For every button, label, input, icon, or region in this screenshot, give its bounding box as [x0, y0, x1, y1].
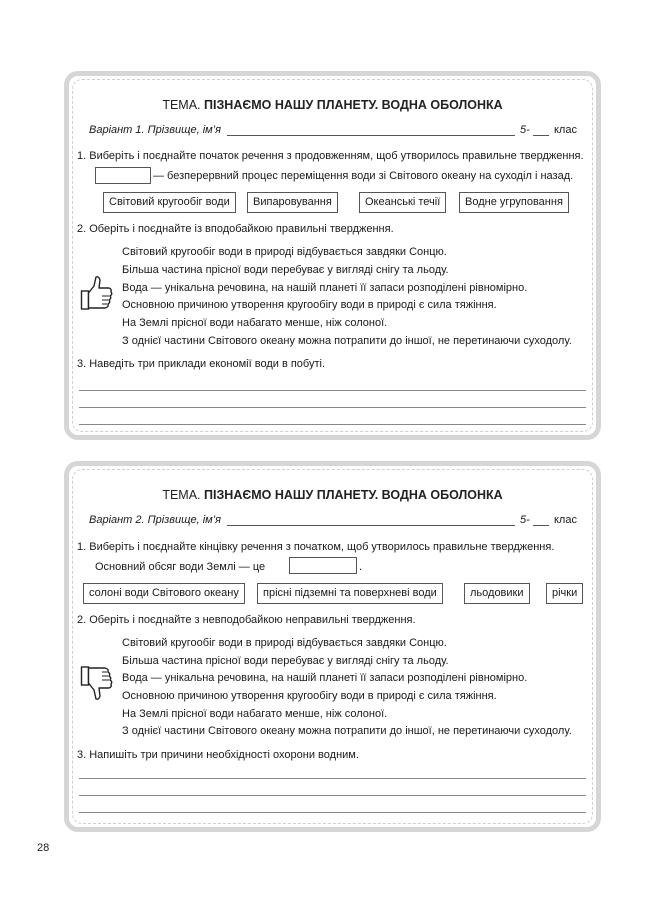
page-number: 28: [37, 842, 50, 854]
statement: На Землі прісної води набагато менше, ніж солоної.: [122, 708, 388, 720]
statement: Більша частина прісної води перебуває у вигляді снігу та льоду.: [122, 655, 449, 667]
writing-line[interactable]: [79, 424, 586, 425]
grade-suffix: клас: [554, 124, 577, 136]
grade-prefix: 5-: [520, 124, 530, 136]
option-chip[interactable]: Світовий кругообіг води: [103, 192, 236, 213]
task3-text: 3. Наведіть три приклади економії води в побуті.: [77, 358, 326, 370]
option-chip[interactable]: Випаровування: [247, 192, 338, 213]
title-prefix: ТЕМА.: [162, 98, 201, 112]
variant1-title: [69, 98, 596, 112]
task1-text: 1. Виберіть і поєднайте початок речення з продовженням, щоб утворилось правильне твердження.: [77, 150, 584, 162]
variant2-label: Варіант 2. Прізвище, ім’я: [89, 514, 222, 526]
option-chip[interactable]: льодовики: [464, 583, 530, 604]
writing-line[interactable]: [79, 812, 586, 813]
grade-prefix: 5-: [520, 514, 530, 526]
option-chip[interactable]: солоні води Світового океану: [83, 583, 245, 604]
option-chip[interactable]: прісні підземні та поверхневі води: [257, 583, 443, 604]
thumbs-down-icon: [80, 664, 114, 702]
option-chip[interactable]: Океанські течії: [359, 192, 446, 213]
statement: Основною причиною утворення кругообігу води в природі є сила тяжіння.: [122, 299, 497, 311]
grade-field[interactable]: [533, 514, 549, 526]
thumbs-up-icon: [80, 274, 114, 312]
statement: Більша частина прісної води перебуває у вигляді снігу та льоду.: [122, 264, 449, 276]
task1-sentence-end: .: [359, 561, 363, 573]
task1-sentence-start: Основний обсяг води Землі — це: [95, 561, 266, 573]
task2-text: 2. Оберіть і поєднайте із вподобайкою правильні твердження.: [77, 223, 394, 235]
writing-line[interactable]: [79, 778, 586, 779]
grade-field[interactable]: [533, 124, 549, 136]
statement: Світовий кругообіг води в природі відбувається завдяки Сонцю.: [122, 246, 447, 258]
writing-line[interactable]: [79, 795, 586, 796]
writing-line[interactable]: [79, 390, 586, 391]
variant2-card: [64, 461, 601, 832]
answer-box[interactable]: [289, 557, 357, 574]
name-field[interactable]: [227, 124, 515, 136]
variant1-card: [64, 71, 601, 440]
task2-text: 2. Оберіть і поєднайте з невподобайкою неправильні твердження.: [77, 614, 416, 626]
answer-box[interactable]: [95, 167, 151, 184]
task1-sentence-rest: — безперервний процес переміщення води зі Світового океану на суходіл і назад.: [153, 170, 574, 182]
task1-text: 1. Виберіть і поєднайте кінцівку речення з початком, щоб утворилось правильне твердження.: [77, 541, 555, 553]
title-main: ПІЗНАЄМО НАШУ ПЛАНЕТУ. ВОДНА ОБОЛОНКА: [204, 98, 503, 112]
statement: На Землі прісної води набагато менше, ніж солоної.: [122, 317, 388, 329]
statement: Основною причиною утворення кругообігу води в природі є сила тяжіння.: [122, 690, 497, 702]
title-main: ПІЗНАЄМО НАШУ ПЛАНЕТУ. ВОДНА ОБОЛОНКА: [204, 488, 503, 502]
variant2-title: [69, 488, 596, 502]
statement: З однієї частини Світового океану можна потрапити до іншої, не перетинаючи суходолу.: [122, 725, 572, 737]
statement: Світовий кругообіг води в природі відбувається завдяки Сонцю.: [122, 637, 447, 649]
variant1-label: Варіант 1. Прізвище, ім’я: [89, 124, 222, 136]
writing-line[interactable]: [79, 407, 586, 408]
statement: Вода — унікальна речовина, на нашій планеті її запаси розподілені рівномірно.: [122, 672, 528, 684]
task3-text: 3. Напишіть три причини необхідності охорони водним.: [77, 749, 359, 761]
title-prefix: ТЕМА.: [162, 488, 201, 502]
statement: З однієї частини Світового океану можна потрапити до іншої, не перетинаючи суходолу.: [122, 335, 572, 347]
name-field[interactable]: [227, 514, 515, 526]
option-chip[interactable]: річки: [546, 583, 583, 604]
statement: Вода — унікальна речовина, на нашій планеті її запаси розподілені рівномірно.: [122, 282, 528, 294]
option-chip[interactable]: Водне угруповання: [459, 192, 569, 213]
grade-suffix: клас: [554, 514, 577, 526]
